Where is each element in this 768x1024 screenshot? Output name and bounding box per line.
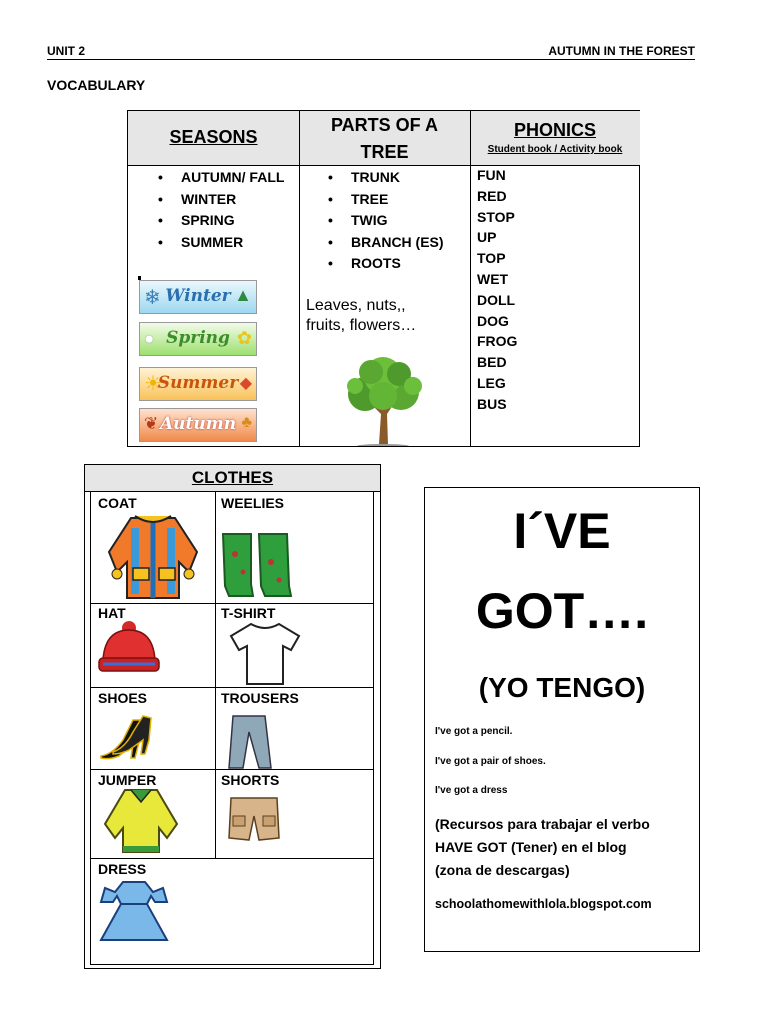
tree-heading-line2: TREE <box>360 142 409 162</box>
snowflake-icon: ❄ <box>144 287 161 309</box>
list-item: • TRUNK <box>325 167 470 189</box>
phonics-word: BED <box>477 354 507 371</box>
phonics-subheading: Student book / Activity book <box>487 144 623 155</box>
ive-got-title-line2: GOT…. <box>475 583 649 639</box>
resources-note: (Recursos para trabajar el verbo HAVE GOT (Tener) en el blog (zona de descargas) <box>435 816 650 878</box>
autumn-tree-icon: ♣ <box>241 414 252 431</box>
translation: (YO TENGO) <box>478 672 646 703</box>
blog-link[interactable]: schoolathomewithlola.blogspot.com <box>435 897 652 911</box>
pine-tree-icon: ▲ <box>234 285 252 305</box>
tree-icon <box>341 356 425 446</box>
leaf-icon: ❦ <box>144 414 159 433</box>
column-divider <box>299 111 300 446</box>
ive-got-title-line1: I´VE <box>513 503 611 559</box>
lamb-icon: ● <box>144 329 155 348</box>
hat-icon <box>97 620 161 674</box>
clothes-heading: CLOTHES <box>191 468 274 487</box>
list-item: • TWIG <box>325 210 470 232</box>
summer-banner: ☀ Summer ◆ <box>139 367 257 401</box>
phonics-word: FROG <box>477 333 518 350</box>
wellies-icon <box>219 532 294 598</box>
list-item: • SPRING <box>155 210 295 232</box>
coat-icon <box>101 512 205 602</box>
beach-icon: ◆ <box>239 375 252 392</box>
phonics-word: WET <box>477 270 509 287</box>
list-item: • BRANCH (ES) <box>325 232 470 254</box>
phonics-word: BUS <box>477 395 507 412</box>
phonics-word: UP <box>477 229 497 246</box>
clothes-label-shorts: SHORTS <box>221 772 280 788</box>
ive-got-box <box>424 487 700 952</box>
phonics-header <box>470 111 640 166</box>
spring-banner: ● Spring ✿ <box>139 322 257 356</box>
phonics-list <box>477 165 517 415</box>
phonics-word: LEG <box>477 374 506 391</box>
phonics-word: TOP <box>477 250 506 267</box>
autumn-banner: ❦ Autumn ♣ <box>139 408 257 442</box>
topic-label: AUTUMN IN THE FOREST <box>548 44 695 58</box>
phonics-word: DOG <box>477 312 509 329</box>
list-item: • TREE <box>325 189 470 211</box>
tree-header <box>299 111 470 166</box>
header-rule <box>47 59 695 60</box>
trousers-icon <box>225 714 275 770</box>
phonics-word: STOP <box>477 208 515 225</box>
clothes-header <box>84 464 381 492</box>
section-title: VOCABULARY <box>47 77 146 93</box>
example-sentence: I've got a pencil. <box>435 726 513 737</box>
seasons-list <box>155 167 295 253</box>
tree-parts-list <box>325 167 470 275</box>
phonics-word: FUN <box>477 167 506 183</box>
clothes-table <box>90 491 374 965</box>
phonics-heading: PHONICS <box>513 120 596 140</box>
seasons-heading: SEASONS <box>169 127 258 147</box>
shorts-icon <box>227 796 281 842</box>
seasons-header <box>128 111 299 166</box>
phonics-word: DOLL <box>477 291 516 308</box>
tshirt-icon <box>229 622 301 686</box>
clothes-label-tshirt: T-SHIRT <box>221 605 276 621</box>
clothes-label-hat: HAT <box>98 605 126 621</box>
list-item: • SUMMER <box>155 232 295 254</box>
list-item: • ROOTS <box>325 253 470 275</box>
list-item: • WINTER <box>155 189 295 211</box>
example-sentence: I've got a dress <box>435 785 508 796</box>
phonics-word: RED <box>477 187 507 204</box>
list-item: • AUTUMN/ FALL <box>155 167 295 189</box>
example-sentence: I've got a pair of shoes. <box>435 756 546 767</box>
winter-banner: ❄ Winter ▲ <box>139 280 257 314</box>
column-divider <box>470 111 471 446</box>
dress-icon <box>97 880 171 944</box>
shoes-icon <box>99 712 155 762</box>
clothes-label-weelies: WEELIES <box>221 495 285 511</box>
flower-icon: ✿ <box>236 328 252 348</box>
clothes-label-trousers: TROUSERS <box>221 690 299 706</box>
sun-icon: ☀ <box>144 373 162 395</box>
clothes-label-shoes: SHOES <box>98 690 148 706</box>
jumper-icon <box>101 788 181 854</box>
unit-label: UNIT 2 <box>47 44 86 58</box>
tree-heading-line1: PARTS OF A <box>331 115 438 135</box>
tree-note: Leaves, nuts,, fruits, flowers… <box>306 297 417 334</box>
clothes-label-coat: COAT <box>98 495 137 511</box>
clothes-label-jumper: JUMPER <box>98 772 157 788</box>
clothes-label-dress: DRESS <box>98 861 147 877</box>
